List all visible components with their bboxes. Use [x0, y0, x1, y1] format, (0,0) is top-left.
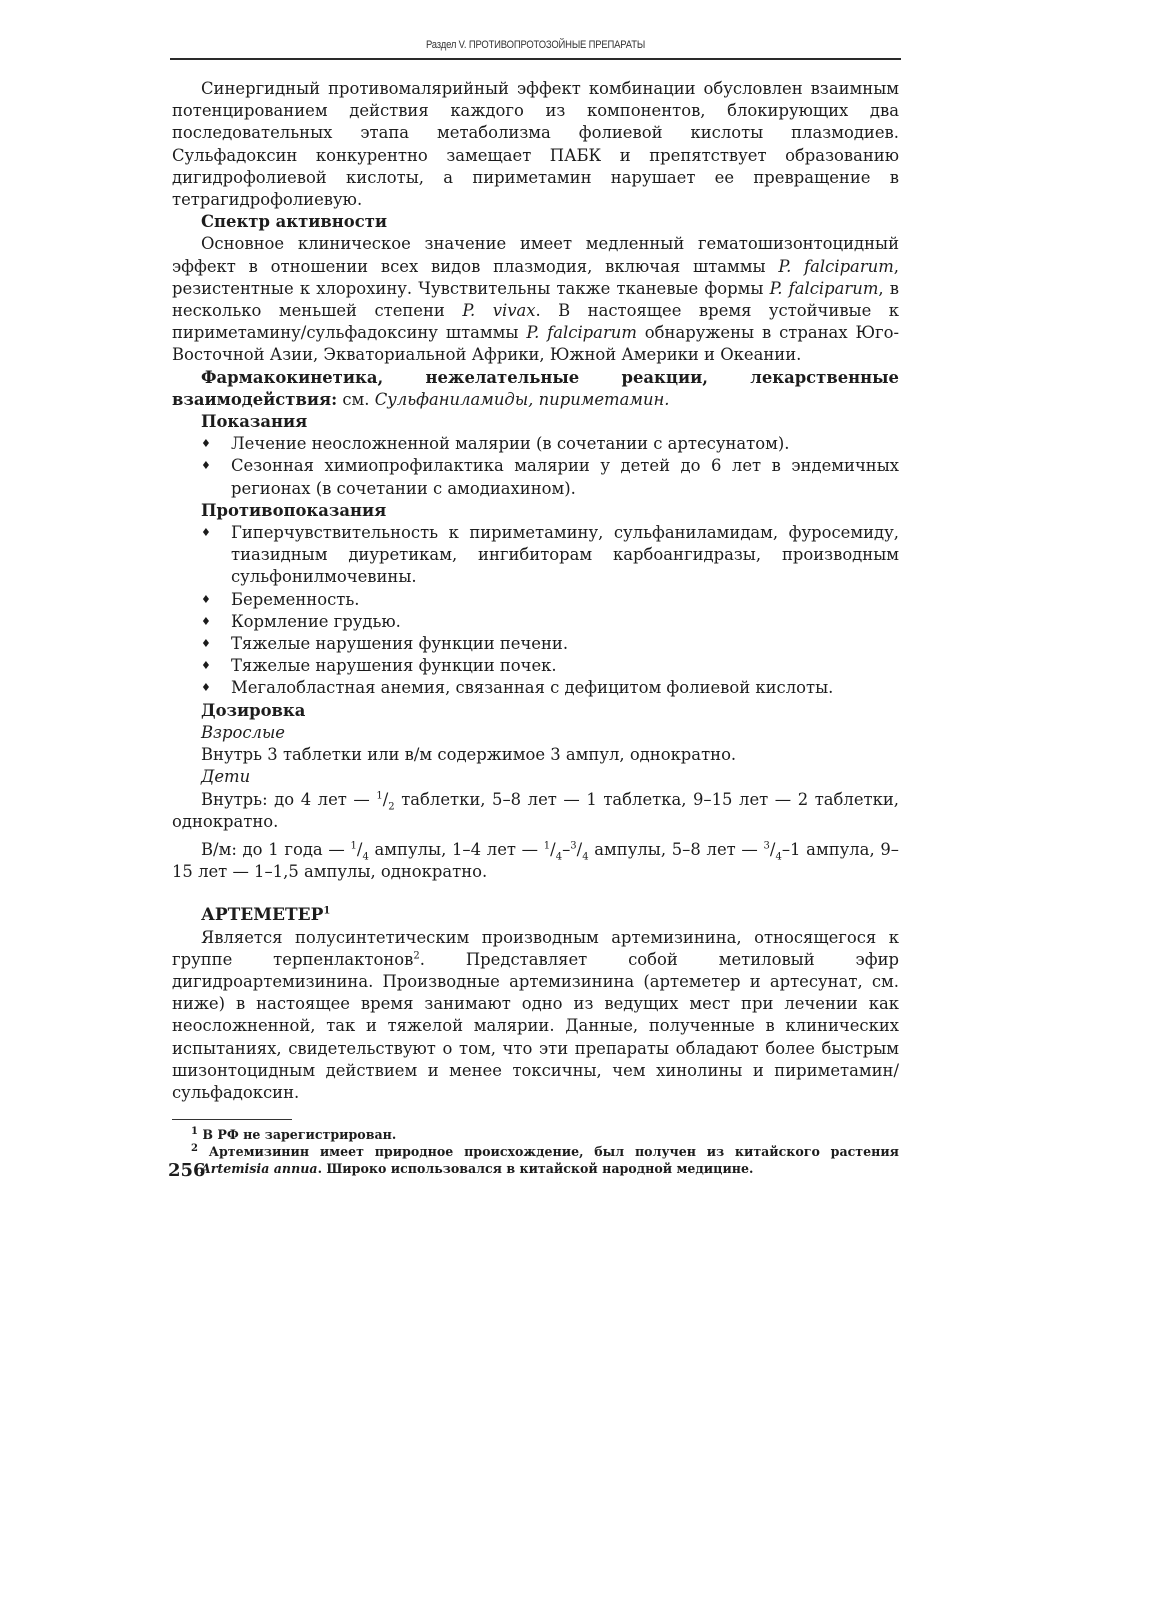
adults-label: Взрослые [201, 722, 286, 742]
spectrum-text: обнаружены в странах Юго-Восточной Азии, Экваториальной Африки, Южной Америки и Океании. [172, 323, 900, 365]
footnote-2 [172, 1143, 899, 1177]
dosage-text: ампулы, 5–8 лет — [588, 839, 764, 859]
spectrum-heading: Спектр активности [201, 212, 388, 232]
list-item: ♦ Тяжелые нарушения функции почек. [201, 655, 899, 677]
fraction-numerator: 1 [543, 840, 551, 852]
list-item: ♦ Сезонная химиопрофилактика малярии у детей до 6 лет в эндемичных регионах (в сочетании с амодиахином). [201, 455, 899, 499]
footnote-text: Артемизинин имеет природное происхождение, был получен из китайского растения [197, 1144, 899, 1160]
pharmacokinetics-heading: Фармакокинетика, нежелательные реакции, лекарственные взаимодействия: [172, 367, 899, 409]
range-dash: – [562, 839, 571, 859]
footnote-number: 2 [191, 1142, 198, 1154]
list-item: ♦ Кормление грудью. [201, 611, 899, 633]
species-name: Artemisia annua [201, 1161, 318, 1177]
drug-name: АРТЕМЕТЕР [201, 905, 324, 926]
paragraph-text: Является полусинтетическим производным артемизинина, относящегося к группе терпенлактонов [172, 927, 899, 969]
fraction-slash: / [382, 789, 389, 809]
footnote-number: 1 [191, 1125, 198, 1137]
dosage-text: В/м: до 1 года — [201, 839, 351, 859]
fraction-denominator: 4 [775, 851, 782, 863]
spectrum-text: , в несколько меньшей степени [172, 278, 899, 321]
dosage-text: –1 ампула, 9–15 лет — 1–1,5 ампулы, однократно. [172, 839, 899, 882]
children-oral-dosage [172, 789, 899, 833]
list-item: ♦ Гиперчувствительность к пириметамину, сульфаниламидам, фуросемиду, тиазидным диуретикам, ингибиторам карбоангидразы, производным сульфонилмочевины. [201, 522, 899, 589]
fraction-numerator: 1 [376, 790, 383, 802]
list-item: ♦ Беременность. [201, 589, 899, 611]
footnote-marker: 1 [323, 905, 331, 917]
list-item: ♦ Лечение неосложненной малярии (в сочетании с артесунатом). [201, 433, 899, 455]
dosage-heading: Дозировка [201, 700, 306, 720]
footnote-marker: 2 [413, 950, 420, 962]
dosage-text: Внутрь: до 4 лет — [201, 789, 377, 809]
dosage-text: таблетки, 5–8 лет — 1 таблетка, 9–15 лет — 2 таблетки, однократно. [172, 789, 899, 831]
running-head: Раздел V. ПРОТИВОПРОТОЗОЙНЫЕ ПРЕПАРАТЫ [425, 39, 646, 51]
fraction-denominator: 4 [582, 851, 589, 863]
adults-dosage: Внутрь 3 таблетки или в/м содержимое 3 ампул, однократно. [201, 745, 737, 765]
footnote-1 [172, 1126, 899, 1143]
species-name: P. falciparum [778, 256, 894, 276]
page-body [172, 78, 899, 1177]
artemether-paragraph [172, 927, 899, 1105]
footnote-text: . Широко использовался в китайской народной медицине. [317, 1161, 754, 1177]
pharmacokinetics-text: см. [337, 389, 375, 409]
spectrum-text: Основное клиническое значение имеет медленный гематошизонтоцидный эффект в отношении всех видов плазмодия, включая штаммы [172, 234, 899, 276]
dosage-text: ампулы, 1–4 лет — [368, 839, 544, 859]
fraction-numerator: 1 [350, 840, 357, 852]
contraindications-heading: Противопоказания [201, 500, 387, 520]
spectrum-text: , резистентные к хлорохину. Чувствительны также тканевые формы [172, 256, 899, 298]
page-number: 256 [168, 1160, 206, 1181]
contraindications-list [172, 522, 899, 700]
cross-reference: Сульфаниламиды, пириметамин. [374, 389, 670, 409]
indications-list [172, 433, 899, 500]
species-name: P. vivax [462, 301, 536, 321]
children-im-dosage: В/м: до 1 года — $^1/_4$ ампулы, 1–4 лет — $^1/_4-^3/_4$ ампулы, 5–8 лет — $^3/_4-1$ ампула, 9–15 лет — 1–1,5 ампулы, однократно. [172, 839, 899, 882]
species-name: P. falciparum [526, 323, 637, 343]
paragraph-text: . Представляет собой метиловый эфир дигидроартемизинина. Производные артемизинина (артеметер и артесунат, см. ниже) в настоящее время занимают одно из ведущих мест при лечении как неосложненной, так и тяжелой малярии. Данные, полученные в клинических испытаниях, свидетельствуют о том, что эти препараты обладают более быстрым шизонтоцидным действием и менее токсичны, чем хинолины и пириметамин/сульфадоксин. [172, 949, 899, 1102]
list-item: ♦ Тяжелые нарушения функции печени. [201, 633, 899, 655]
footnote-text: В РФ не зарегистрирован. [197, 1127, 397, 1143]
fraction-numerator: 3 [763, 840, 770, 852]
species-name: P. falciparum [769, 278, 879, 298]
list-item: ♦ Мегалобластная анемия, связанная с дефицитом фолиевой кислоты. [201, 677, 899, 699]
fraction-numerator: 3 [570, 840, 577, 852]
footnote-rule [172, 1119, 292, 1120]
intro-paragraph: Синергидный противомалярийный эффект комбинации обусловлен взаимным потенцированием действия каждого из компонентов, блокирующих два последовательных этапа метаболизма фолиевой кислоты плазмодиев. Сульфадоксин конкурентно замещает ПАБК и препятствует образованию дигидрофолиевой кислоты, а пириметамин нарушает ее превращение в тетрагидрофолиевую. [172, 79, 899, 210]
fraction-denominator: 4 [362, 851, 369, 863]
drug-section-title [172, 904, 899, 926]
fraction-denominator: 4 [555, 851, 563, 863]
header-rule [170, 58, 901, 60]
spectrum-paragraph [172, 233, 899, 366]
indications-heading: Показания [201, 412, 308, 432]
fraction-denominator: 2 [388, 800, 395, 812]
children-label: Дети [201, 767, 251, 787]
pharmacokinetics-paragraph [172, 367, 899, 411]
spectrum-text: . В настоящее время устойчивые к пириметамину/сульфадоксину штаммы [172, 301, 899, 343]
